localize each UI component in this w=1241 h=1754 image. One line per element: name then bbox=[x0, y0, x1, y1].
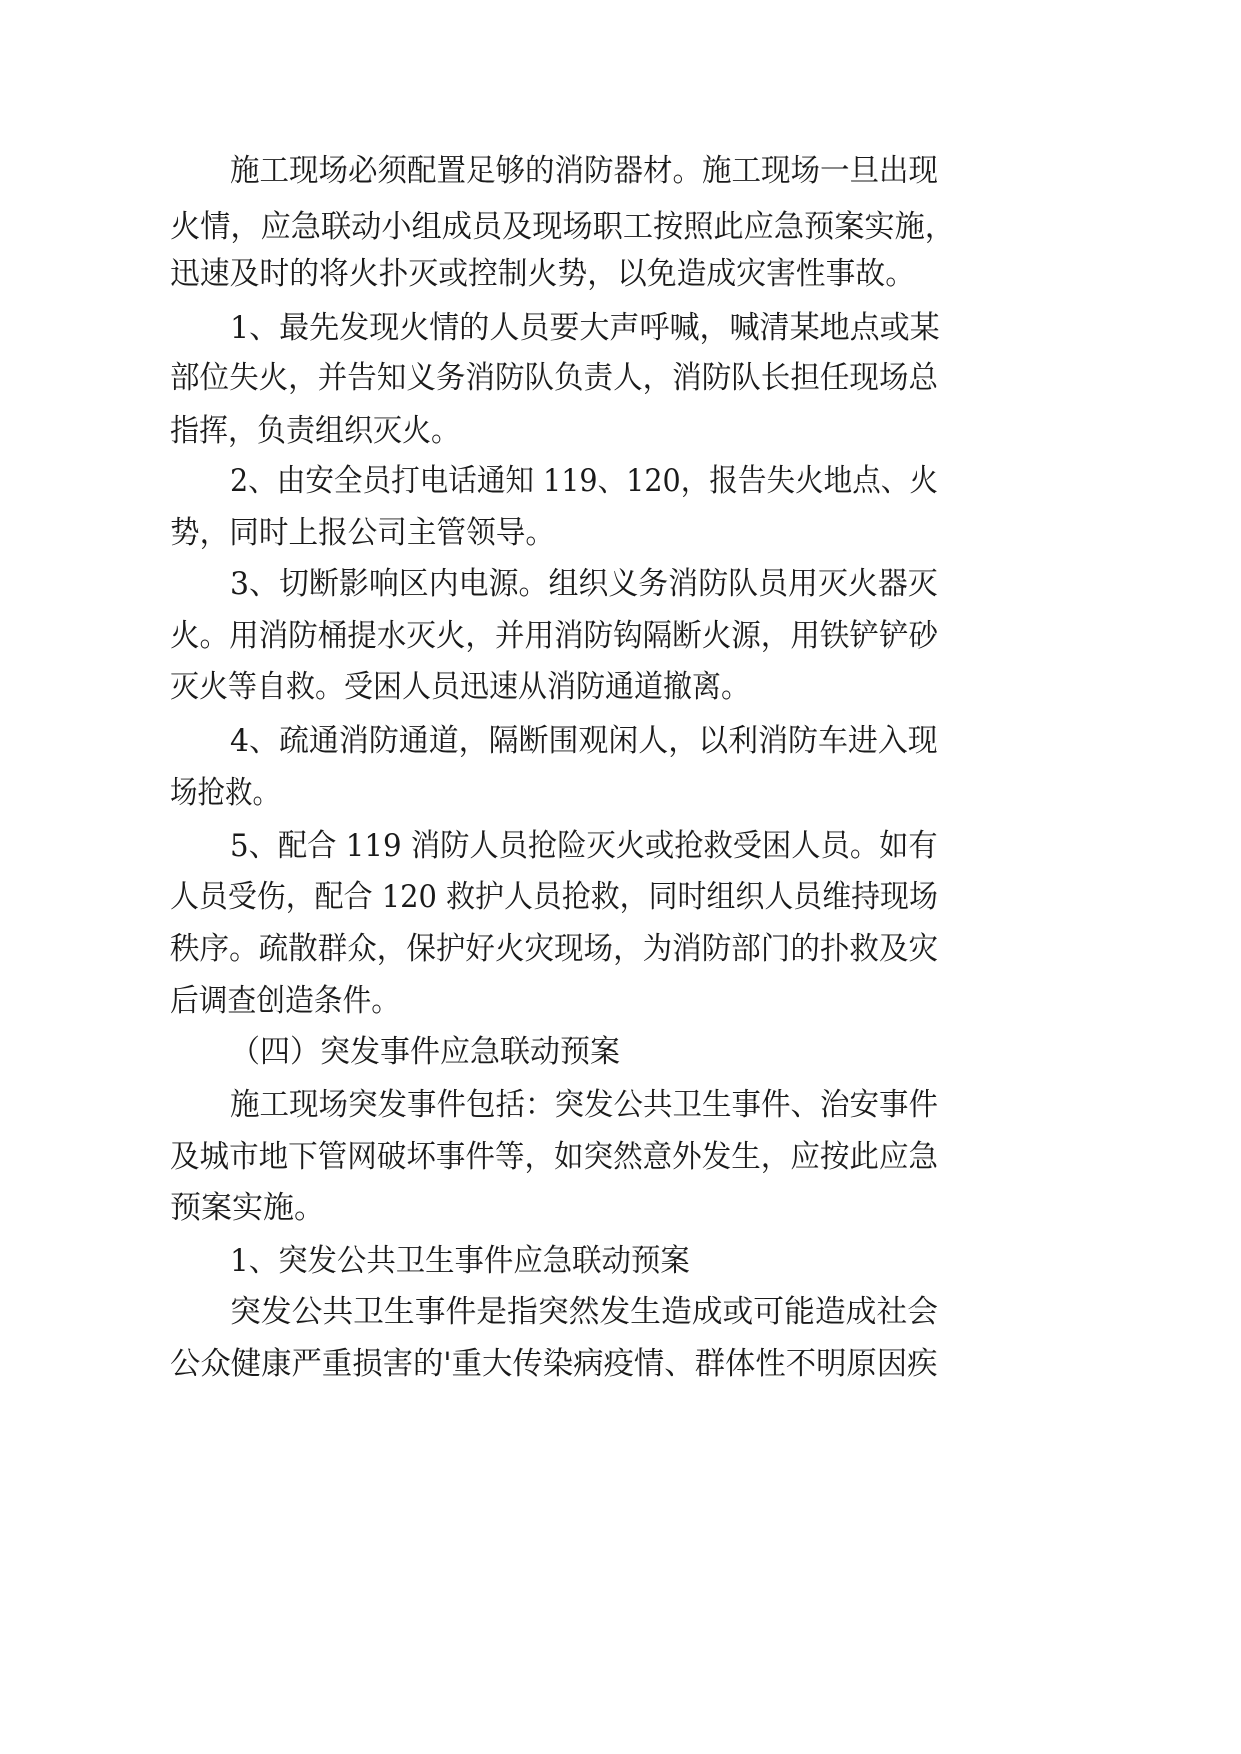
para7-line1: 施工现场突发事件包括：突发公共卫生事件、治安事件 bbox=[230, 1087, 938, 1123]
para6-line4: 后调查创造条件。 bbox=[170, 983, 400, 1019]
para7-line2: 及城市地下管网破坏事件等，如突然意外发生，应按此应急 bbox=[170, 1139, 939, 1175]
para4-line2: 火。用消防桶提水灭火，并用消防钩隔断火源，用铁铲铲砂 bbox=[170, 618, 939, 654]
para4-line1: 3、切断影响区内电源。组织义务消防队员用灭火器灭 bbox=[230, 566, 938, 602]
para7-line3: 预案实施。 bbox=[170, 1190, 325, 1226]
para3-line1: 2、由安全员打电话通知 119、120，报告失火地点、火 bbox=[230, 463, 938, 499]
para8-line2: 公众健康严重损害的'重大传染病疫情、群体性不明原因疾 bbox=[170, 1346, 938, 1382]
para8-line1: 突发公共卫生事件是指突然发生造成或可能造成社会 bbox=[230, 1294, 939, 1330]
para3-line2: 势，同时上报公司主管领导。 bbox=[170, 515, 555, 551]
section-heading-4: （四）突发事件应急联动预案 bbox=[230, 1034, 620, 1070]
subheading-1: 1、突发公共卫生事件应急联动预案 bbox=[230, 1243, 690, 1279]
para4-line3: 灭火等自救。受困人员迅速从消防通道撤离。 bbox=[170, 669, 751, 705]
para6-line3: 秩序。疏散群众，保护好火灾现场，为消防部门的扑救及灾 bbox=[170, 931, 939, 967]
para5-line2: 场抢救。 bbox=[170, 775, 281, 811]
para1-line3: 迅速及时的将火扑灭或控制火势，以免造成灾害性事故。 bbox=[170, 256, 916, 292]
para6-line2: 人员受伤，配合 120 救护人员抢救，同时组织人员维持现场 bbox=[170, 879, 938, 915]
para1-line2: 火情，应急联动小组成员及现场职工按照此应急预案实施， bbox=[170, 209, 955, 245]
para2-line3: 指挥，负责组织灭火。 bbox=[170, 413, 461, 449]
para2-line1: 1、最先发现火情的人员要大声呼喊，喊清某地点或某 bbox=[230, 310, 940, 346]
para2-line2: 部位失火，并告知义务消防队负责人，消防队长担任现场总 bbox=[170, 360, 939, 396]
para1-line1: 施工现场必须配置足够的消防器材。施工现场一旦出现 bbox=[230, 153, 938, 189]
para5-line1: 4、疏通消防通道，隔断围观闲人，以利消防车进入现 bbox=[230, 723, 938, 759]
para6-line1: 5、配合 119 消防人员抢险灭火或抢救受困人员。如有 bbox=[230, 828, 938, 864]
